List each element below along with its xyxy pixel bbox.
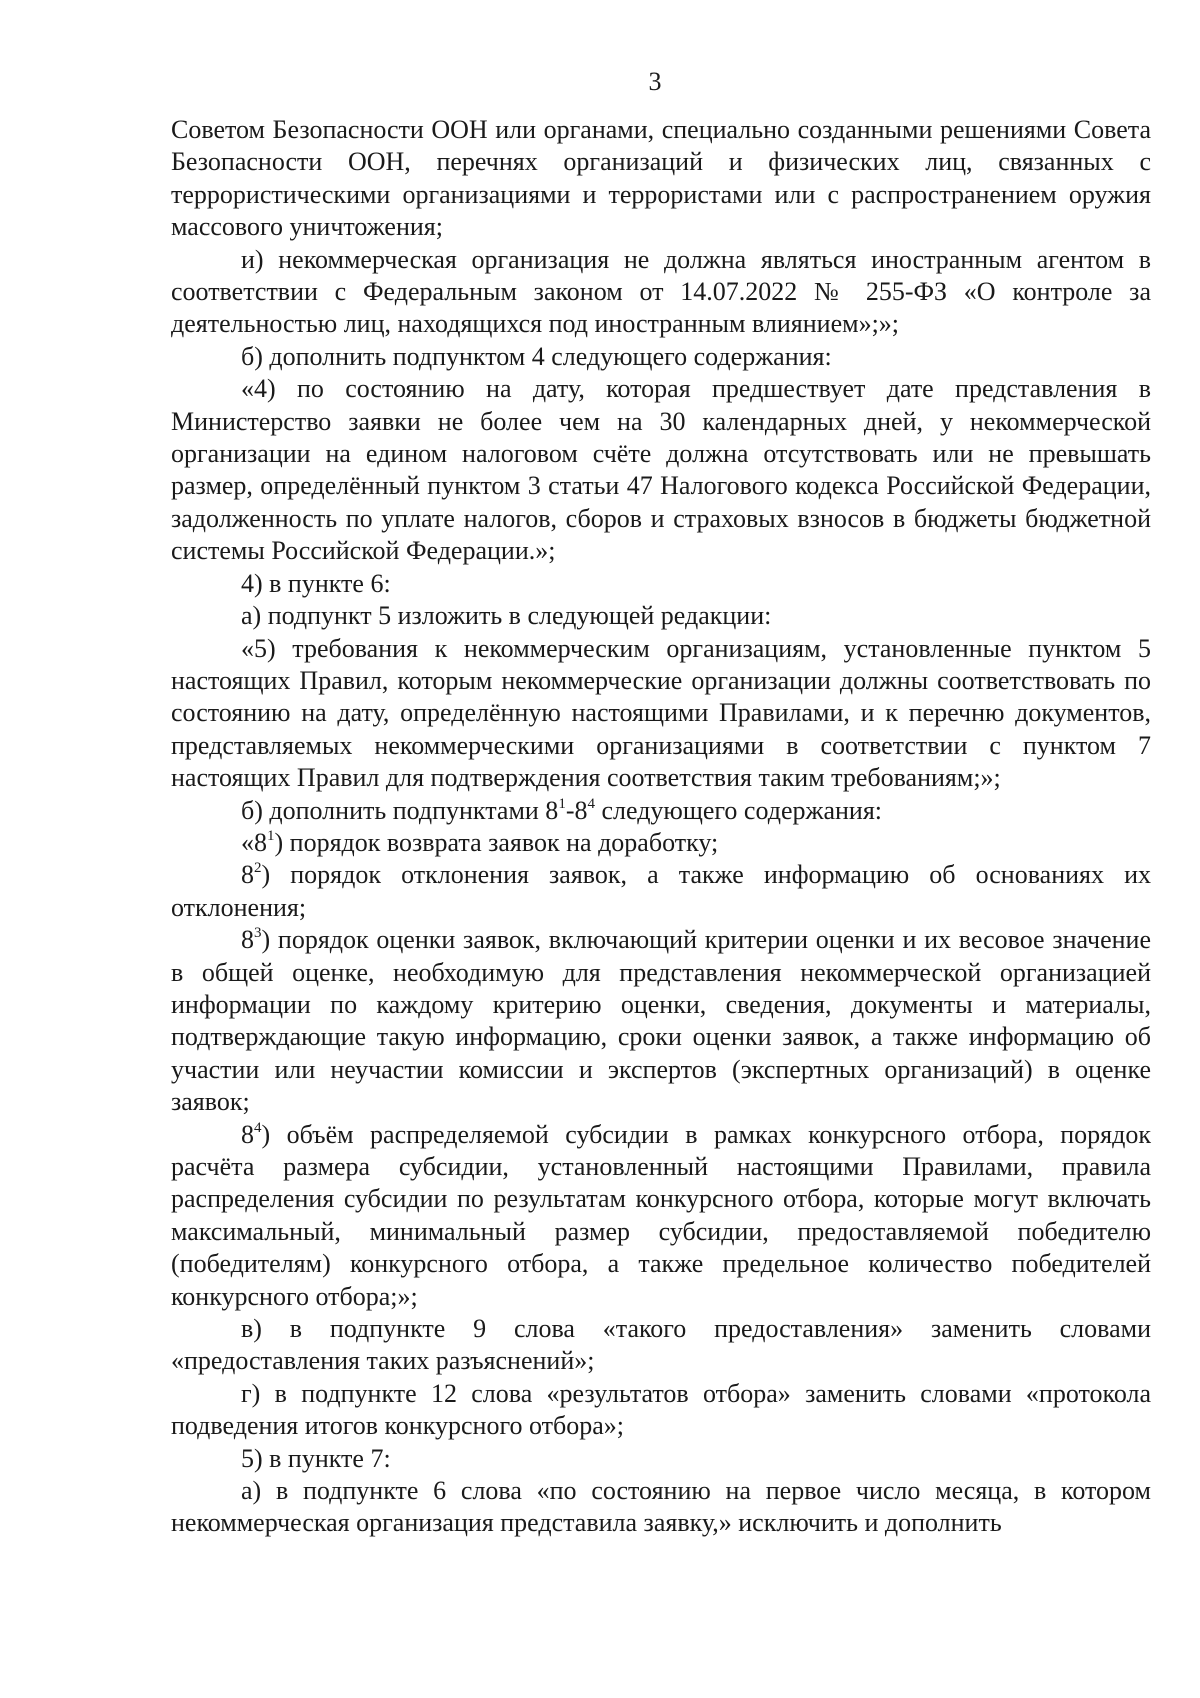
paragraph (171, 1475, 1151, 1540)
superscript: 1 (558, 795, 566, 812)
text-run: а) в подпункте 6 слова «по состоянию на первое число месяца, в котором некоммерческая организация представила заявку,» исключить и дополнить (171, 1476, 1151, 1538)
text-run: 5) в пункте 7: (241, 1443, 391, 1473)
text-run: б) дополнить подпунктами 8 (241, 795, 559, 825)
superscript: 2 (254, 860, 262, 877)
document-body (171, 114, 1151, 1540)
paragraph (171, 859, 1151, 924)
text-run: 8 (241, 860, 254, 890)
text-run: 8 (241, 925, 254, 955)
text-run: ) порядок возврата заявок на доработку; (274, 827, 719, 857)
text-run: следующего содержания: (594, 795, 882, 825)
text-run: «4) по состоянию на дату, которая предшествует дате представления в Министерство заявки не более чем на 30 календарных дней, у некоммерческой организации на едином налоговом счёте должна отсутствовать или не превышать размер, определённый пунктом 3 статьи 47 Налогового кодекса Российской Федерации, задолженность по уплате налогов, сборов и страховых взносов в бюджеты бюджетной системы Российской Федерации.»; (171, 374, 1151, 566)
paragraph (171, 244, 1151, 341)
text-run: г) в подпункте 12 слова «результатов отбора» заменить словами «протокола подведения итогов конкурсного отбора»; (171, 1378, 1151, 1441)
text-run: -8 (565, 795, 588, 825)
text-run: в) в подпункте 9 слова «такого предоставления» заменить словами «предоставления таких разъяснений»; (171, 1314, 1151, 1376)
paragraph (171, 1119, 1151, 1313)
paragraph (171, 924, 1151, 1118)
paragraph (171, 827, 1151, 859)
superscript: 1 (267, 827, 275, 844)
text-run: и) некоммерческая организация не должна являться иностранным агентом в соответствии с Федеральным законом от 14.07.2022 № 255-ФЗ «О контроле за деятельностью лиц, находящихся под иностранным влиянием»;»; (171, 244, 1151, 339)
paragraph (171, 114, 1151, 244)
text-run: ) порядок оценки заявок, включающий критерии оценки и их весовое значение в общей оценке, необходимую для представления некоммерческой организацией информации по каждому критерию оценки, сведения, документы и материалы, подтверждающие такую информацию, сроки оценки заявок, а также информацию об участии или неучастии комиссии и экспертов (экспертных организаций) в оценке заявок; (171, 925, 1151, 1117)
superscript: 4 (254, 1119, 262, 1136)
text-run: «5) требования к некоммерческим организациям, установленные пунктом 5 настоящих Правил, которым некоммерческие организации должны соответствовать по состоянию на дату, определённую настоящими Правилами, и к перечню документов, представляемых некоммерческими организациями в соответствии с пунктом 7 настоящих Правил для подтверждения соответствия таким требованиям;»; (171, 633, 1151, 793)
text-run: «8 (241, 827, 267, 857)
paragraph (171, 1378, 1151, 1443)
text-run: ) объём распределяемой субсидии в рамках конкурсного отбора, порядок расчёта размера субсидии, установленный настоящими Правилами, правила распределения субсидии по результатам конкурсного отбора, которые могут включать максимальный, минимальный размер субсидии, предоставляемой победителю (победителям) конкурсного отбора, а также предельное количество победителей конкурсного отбора;»; (171, 1119, 1151, 1311)
paragraph (171, 795, 1151, 827)
text-run: а) подпункт 5 изложить в следующей редакции: (241, 601, 772, 631)
paragraph (171, 1313, 1151, 1378)
text-run: ) порядок отклонения заявок, а также информацию об основаниях их отклонения; (171, 860, 1151, 922)
text-run: 4) в пункте 6: (241, 568, 391, 598)
paragraph (171, 1443, 1151, 1475)
paragraph (171, 633, 1151, 795)
text-run: б) дополнить подпунктом 4 следующего содержания: (241, 341, 832, 371)
paragraph (171, 568, 1151, 600)
page-number: 3 (648, 67, 662, 96)
paragraph (171, 600, 1151, 632)
superscript: 4 (587, 795, 595, 812)
superscript: 3 (254, 925, 262, 942)
paragraph (171, 341, 1151, 373)
paragraph (171, 373, 1151, 567)
text-run: Советом Безопасности ООН или органами, специально созданными решениями Совета Безопасности ООН, перечнях организаций и физических лиц, связанных с террористическими организациями и террористами или с распространением оружия массового уничтожения; (171, 115, 1151, 242)
text-run: 8 (241, 1119, 254, 1149)
